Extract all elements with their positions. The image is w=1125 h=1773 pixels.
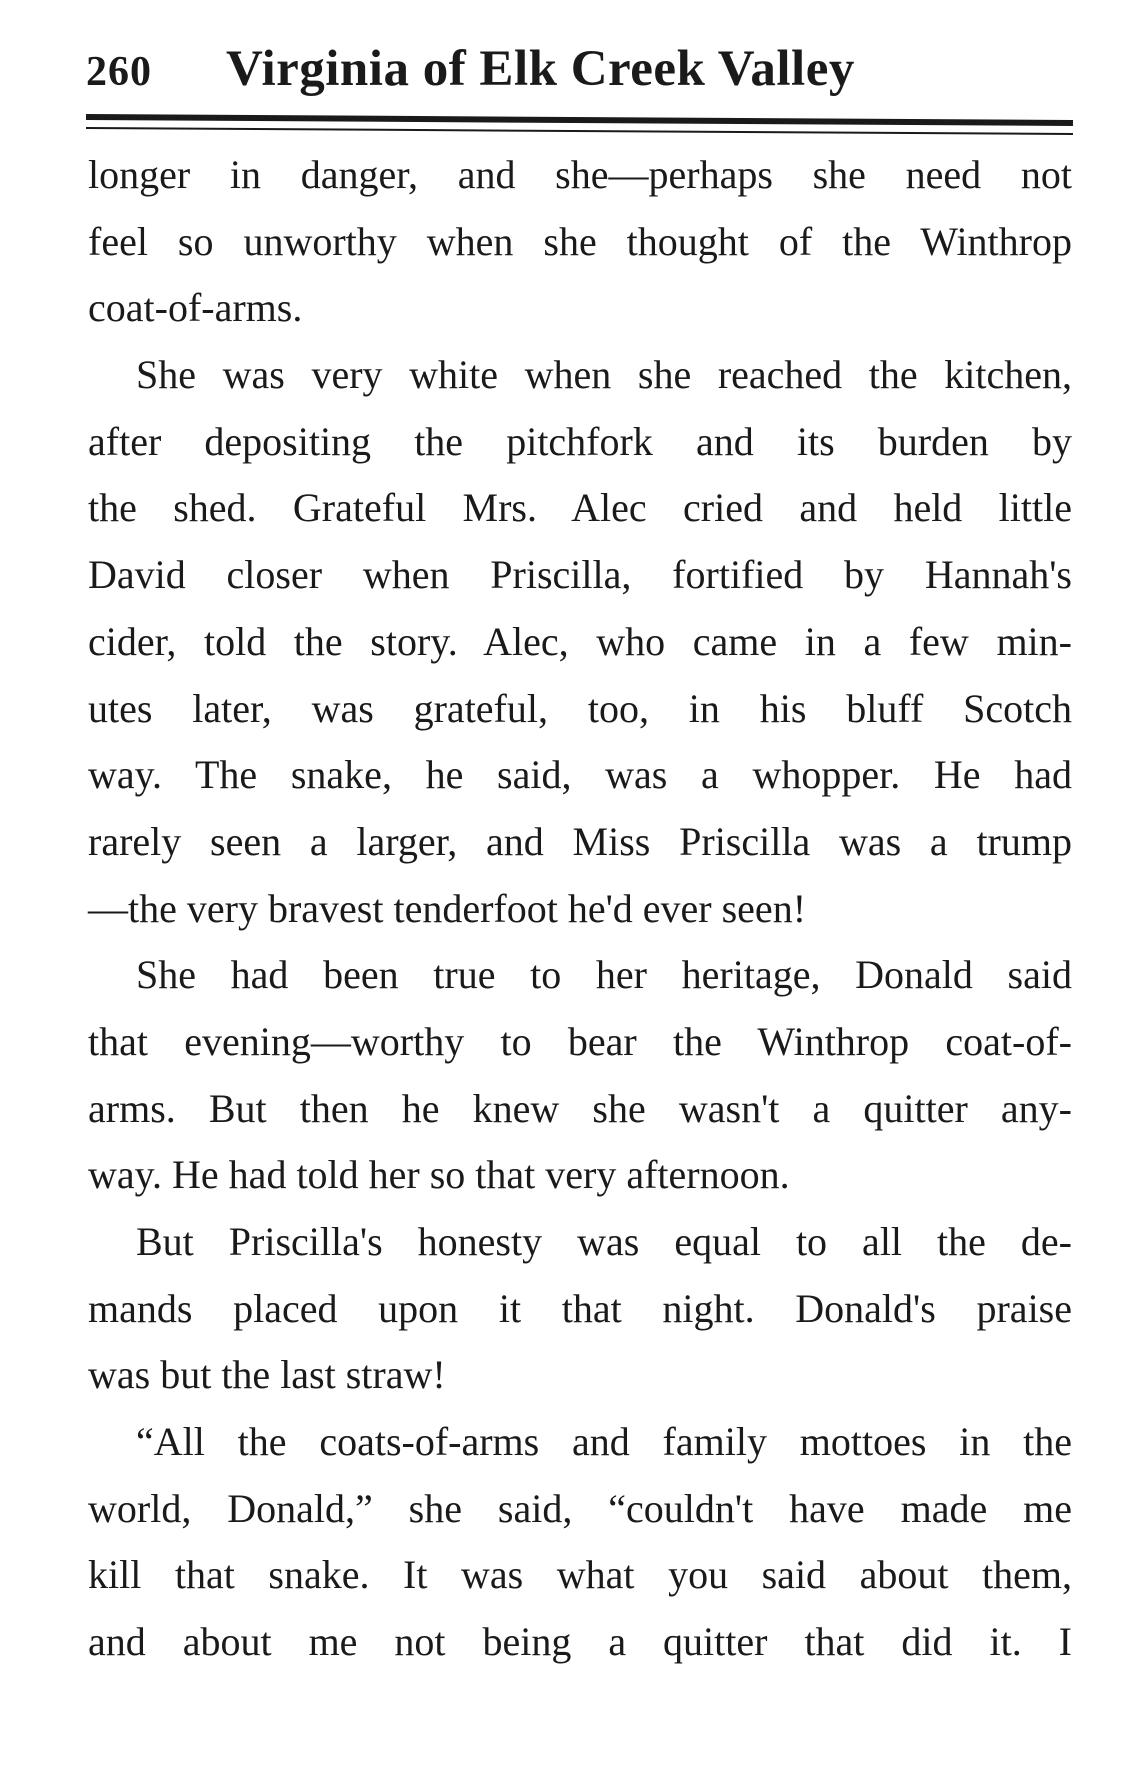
text-line: the shed. Grateful Mrs. Alec cried and held little (88, 485, 1072, 531)
text-line: coat-of-arms. (88, 285, 303, 331)
text-line: and about me not being a quitter that did it. I (88, 1619, 1072, 1665)
body-text (88, 142, 1072, 1676)
text-line: that evening—worthy to bear the Winthrop coat-of- (88, 1018, 1072, 1064)
text-line: “All the coats-of-arms and family mottoes in the (136, 1419, 1072, 1465)
running-title: Virginia of Elk Creek Valley (226, 41, 855, 97)
page-number: 260 (86, 49, 152, 95)
header-rule-thick (86, 114, 1073, 126)
text-line: mands placed upon it that night. Donald's praise (88, 1285, 1072, 1331)
header-rule-thin (86, 127, 1073, 135)
running-head (86, 36, 1076, 106)
text-line: after depositing the pitchfork and its burden by (88, 418, 1072, 464)
text-line: world, Donald,” she said, “couldn't have made me (88, 1485, 1072, 1531)
text-line: utes later, was grateful, too, in his bluff Scotch (88, 685, 1072, 731)
text-line: was but the last straw! (88, 1352, 446, 1398)
text-line: way. The snake, he said, was a whopper. He had (88, 752, 1072, 798)
text-line: —the very bravest tenderfoot he'd ever seen! (88, 885, 807, 931)
text-line: David closer when Priscilla, fortified by Hannah's (88, 552, 1072, 598)
text-line: kill that snake. It was what you said about them, (88, 1552, 1072, 1598)
text-line: She had been true to her heritage, Donald said (136, 952, 1072, 998)
text-line: She was very white when she reached the kitchen, (136, 352, 1072, 398)
text-line: longer in danger, and she—perhaps she need not (88, 152, 1072, 197)
text-line: rarely seen a larger, and Miss Priscilla was a trump (88, 818, 1072, 864)
text-line: But Priscilla's honesty was equal to all the de- (136, 1219, 1072, 1264)
text-line: cider, told the story. Alec, who came in a few min- (88, 618, 1072, 664)
text-line: feel so unworthy when she thought of the Winthrop (88, 218, 1072, 264)
text-line: arms. But then he knew she wasn't a quitter any- (88, 1085, 1072, 1131)
text-line: way. He had told her so that very afternoon. (88, 1152, 790, 1198)
